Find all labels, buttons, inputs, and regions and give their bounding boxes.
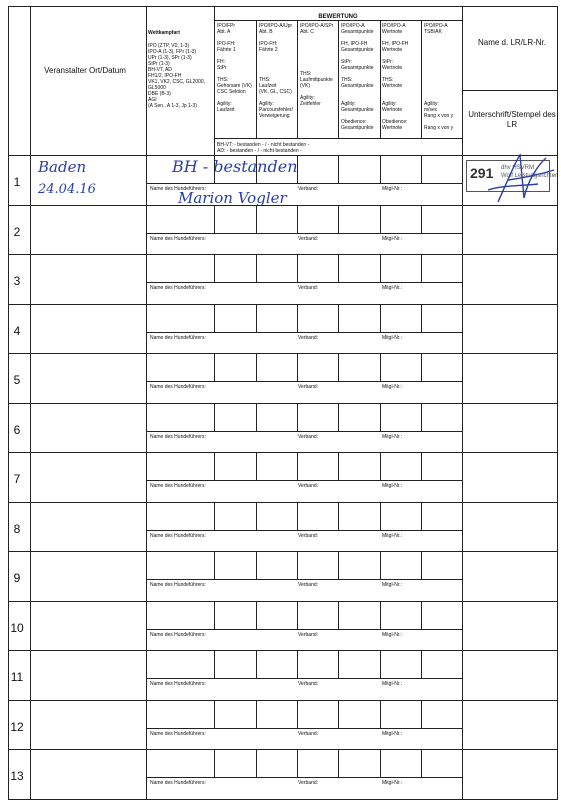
row-split-line — [146, 332, 462, 333]
cell-line — [256, 650, 257, 678]
cell-line — [380, 650, 381, 678]
club-field[interactable] — [296, 778, 380, 799]
cell-line — [214, 502, 215, 530]
frame-right — [557, 6, 558, 800]
club-field[interactable] — [296, 580, 380, 601]
member-label: Mitgl-Nr.: — [382, 681, 402, 687]
row-split-line — [146, 480, 462, 481]
handler-field[interactable] — [146, 679, 296, 700]
bh-vt-note: BH-VT: - bestanden - / - nicht bestanden - AD: - bestanden - / - nicht bestanden - — [217, 142, 310, 154]
cell-line — [214, 205, 215, 233]
cell-line — [338, 601, 339, 629]
member-label: Mitgl-Nr.: — [382, 433, 402, 440]
cell-line — [421, 749, 422, 777]
cell-line — [214, 601, 215, 629]
club-field[interactable] — [296, 184, 380, 205]
cell-line — [338, 155, 339, 183]
rating-column-line — [256, 20, 257, 138]
row-number: 8 — [13, 521, 21, 536]
cell-line — [214, 304, 215, 332]
member-field[interactable] — [380, 679, 462, 700]
rating-column-4: IPO/IPO-A Gesamtpunkte FH, IPO-FH Gesamtpunkte StPr: Gesamtpunkte THS: Gesamtpunkte Agility: Gesamtpunkte Obedience: Gesamtpunkte — [341, 23, 374, 131]
row-line — [8, 799, 557, 800]
member-label: Mitgl-Nr.: — [382, 532, 402, 539]
handler-field[interactable] — [146, 630, 296, 651]
row-line — [8, 650, 557, 651]
rating-column-line — [380, 20, 381, 138]
header-bottom — [8, 155, 557, 156]
club-label: Verband: — [298, 730, 319, 737]
cell-line — [214, 403, 215, 431]
handler-label: Name des Hundeführers: — [150, 483, 206, 489]
cell-line — [214, 353, 215, 381]
member-field[interactable] — [380, 283, 462, 304]
club-label: Verband: — [298, 631, 319, 638]
rating-column-6: IPO/IPO-A TSB/AK Agility: m/sec Rang x von y Rang x von y — [424, 23, 454, 131]
club-label: Verband: — [298, 384, 319, 390]
club-label: Verband: — [298, 780, 319, 786]
rating-header-bottom — [214, 138, 462, 139]
member-label: Mitgl-Nr.: — [382, 285, 402, 291]
club-label: Verband: — [298, 235, 319, 242]
entry-handler-name: Marion Vogler — [178, 189, 287, 207]
row-split-line — [146, 629, 462, 630]
lr-sign-label: Unterschrift/Stempel des LR — [468, 110, 556, 129]
cell-line — [338, 700, 339, 728]
competition-title: Wettkampfart — [148, 30, 180, 36]
cell-line — [297, 254, 298, 282]
cell-line — [421, 304, 422, 332]
handler-label: Name des Hundeführers: — [150, 730, 206, 737]
rating-column-2: IPO/IPO-A/Upr Abt. B IPO-FH: Fährte 2 THS: Laufzeit (VK, GL, CSC) Agility: Parcoursfehler/ Verweigerung — [259, 23, 293, 119]
club-field[interactable] — [296, 531, 380, 552]
member-label: Mitgl-Nr.: — [382, 780, 402, 786]
cell-line — [380, 304, 381, 332]
row-line — [8, 254, 557, 255]
member-field[interactable] — [380, 630, 462, 651]
row-number: 13 — [10, 769, 24, 783]
cell-line — [214, 749, 215, 777]
club-field[interactable] — [296, 382, 380, 403]
cell-line — [421, 551, 422, 579]
cell-line — [214, 650, 215, 678]
club-field[interactable] — [296, 333, 380, 354]
handler-label: Name des Hundeführers: — [150, 532, 206, 539]
handler-label: Name des Hundeführers: — [150, 285, 206, 291]
rating-column-line — [297, 20, 298, 138]
row-line — [8, 205, 557, 206]
cell-line — [338, 254, 339, 282]
member-field[interactable] — [380, 333, 462, 354]
cell-line — [256, 304, 257, 332]
row-line — [8, 502, 557, 503]
member-label: Mitgl-Nr.: — [382, 384, 402, 390]
rating-title: BEWERTUNG — [318, 14, 358, 20]
member-label: Mitgl-Nr.: — [382, 235, 402, 242]
cell-line — [297, 601, 298, 629]
rating-column-5: IPO/IPO-A Wertnote FH, IPO-FH Wertnote StPr: Wertnote THS: Wertnote Agility: Wertnote Obedience: Wertnote — [382, 23, 409, 131]
row-line — [8, 304, 557, 305]
cell-line — [338, 502, 339, 530]
club-field[interactable] — [296, 481, 380, 502]
row-line — [8, 353, 557, 354]
row-line — [8, 551, 557, 552]
cell-line — [380, 749, 381, 777]
cell-line — [380, 254, 381, 282]
row-number: 5 — [13, 373, 21, 387]
member-field[interactable] — [380, 234, 462, 255]
member-field[interactable] — [380, 481, 462, 502]
handler-field[interactable] — [146, 184, 296, 205]
handler-field[interactable] — [146, 531, 296, 552]
cell-line — [297, 452, 298, 480]
club-field[interactable] — [296, 234, 380, 255]
cell-line — [380, 700, 381, 728]
handler-field[interactable] — [146, 729, 296, 750]
row-split-line — [146, 728, 462, 729]
row-split-line — [146, 233, 462, 234]
rating-column-line — [421, 20, 422, 138]
cell-line — [297, 353, 298, 381]
club-field[interactable] — [296, 283, 380, 304]
cell-line — [297, 205, 298, 233]
cell-line — [214, 452, 215, 480]
cell-line — [338, 452, 339, 480]
cell-line — [256, 452, 257, 480]
member-field[interactable] — [380, 432, 462, 453]
handler-label: Name des Hundeführers: — [150, 631, 206, 638]
handler-label: Name des Hundeführers: — [150, 334, 206, 341]
club-label: Verband: — [298, 532, 319, 539]
row-split-line — [146, 777, 462, 778]
handler-label: Name des Hundeführers: — [150, 433, 206, 440]
row-number: 4 — [13, 323, 21, 338]
row-split-line — [146, 678, 462, 679]
handler-field[interactable] — [146, 283, 296, 304]
cell-line — [297, 650, 298, 678]
cell-line — [214, 700, 215, 728]
club-label: Verband: — [298, 483, 319, 489]
entry-date: 24.04.16 — [38, 182, 96, 197]
cell-line — [338, 749, 339, 777]
cell-line — [380, 452, 381, 480]
cell-line — [380, 551, 381, 579]
member-label: Mitgl-Nr.: — [382, 186, 402, 192]
handler-label: Name des Hundeführers: — [150, 186, 206, 192]
handler-field[interactable] — [146, 778, 296, 799]
cell-line — [338, 650, 339, 678]
club-label: Verband: — [298, 334, 319, 341]
row-number: 1 — [13, 175, 21, 189]
handler-field[interactable] — [146, 432, 296, 453]
row-number: 12 — [10, 719, 24, 734]
rating-column-1: IPO/FPr Abt. A IPO-FH: Fährte 1 FH: StPr THS: Gehorsam (VK) CSC Sektion Agility: Laufzeit — [217, 23, 252, 113]
cell-line — [421, 700, 422, 728]
handler-field[interactable] — [146, 333, 296, 354]
row-split-line — [146, 431, 462, 432]
cell-line — [256, 551, 257, 579]
cell-line — [214, 155, 215, 183]
cell-line — [421, 502, 422, 530]
cell-line — [338, 551, 339, 579]
cell-line — [421, 452, 422, 480]
member-field[interactable] — [380, 531, 462, 552]
frame-top — [8, 6, 557, 7]
member-field[interactable] — [380, 580, 462, 601]
cell-line — [421, 650, 422, 678]
cell-line — [297, 304, 298, 332]
cell-line — [380, 502, 381, 530]
organizer-label: Veranstalter Ort/Datum — [44, 66, 126, 75]
competition-types: IPO (ZTP, V0, 1-3) IPO-A (1-3), FPr (1-3) UPr (1-3), SPr (1-3) StPr (1-3) BH-VT, AD FH1/2, IPO-FH VK1, VK2, CSC, GL2000, GL5000 DBE (B-3) AGI (A Sen., A 1-3, Jp 1-3) — [148, 43, 205, 109]
cell-line — [297, 700, 298, 728]
rating-left-line — [214, 6, 215, 155]
rating-column-line — [338, 20, 339, 138]
club-label: Verband: — [298, 186, 319, 192]
club-field[interactable] — [296, 679, 380, 700]
row-split-line — [146, 183, 462, 184]
handler-label: Name des Hundeführers: — [150, 780, 206, 786]
cell-line — [421, 155, 422, 183]
lr-name-label: Name d. LR/LR-Nr. — [477, 38, 547, 47]
cell-line — [256, 205, 257, 233]
cell-line — [297, 551, 298, 579]
cell-line — [297, 403, 298, 431]
cell-line — [256, 502, 257, 530]
handler-field[interactable] — [146, 580, 296, 601]
member-label: Mitgl-Nr.: — [382, 582, 402, 588]
member-field[interactable] — [380, 729, 462, 750]
cell-line — [380, 601, 381, 629]
entry-place: Baden — [38, 158, 87, 176]
member-label: Mitgl-Nr.: — [382, 730, 402, 737]
handler-field[interactable] — [146, 234, 296, 255]
row-number: 6 — [13, 422, 21, 437]
member-field[interactable] — [380, 184, 462, 205]
member-label: Mitgl-Nr.: — [382, 483, 402, 489]
member-field[interactable] — [380, 382, 462, 403]
row-number: 11 — [10, 670, 24, 684]
cell-line — [380, 205, 381, 233]
row-split-line — [146, 282, 462, 283]
row-split-line — [146, 579, 462, 580]
cell-line — [256, 155, 257, 183]
cell-line — [214, 551, 215, 579]
row-line — [8, 403, 557, 404]
row-number: 10 — [10, 620, 24, 635]
cell-line — [338, 304, 339, 332]
handler-label: Name des Hundeführers: — [150, 235, 206, 242]
cell-line — [338, 403, 339, 431]
club-label: Verband: — [298, 582, 319, 588]
club-label: Verband: — [298, 681, 319, 687]
cell-line — [421, 353, 422, 381]
row-number: 7 — [13, 472, 21, 486]
cell-line — [256, 700, 257, 728]
cell-line — [256, 353, 257, 381]
row-number: 9 — [13, 571, 21, 585]
cell-line — [380, 403, 381, 431]
cell-line — [421, 601, 422, 629]
judge-signature — [468, 150, 558, 210]
row-number: 3 — [13, 274, 21, 288]
stamp-text: dhv HSVRM Wolf Leistungsrichter — [501, 165, 557, 179]
handler-label: Name des Hundeführers: — [150, 582, 206, 588]
row-number: 2 — [13, 224, 21, 239]
handler-field[interactable] — [146, 382, 296, 403]
cell-line — [338, 353, 339, 381]
club-field[interactable] — [296, 432, 380, 453]
rating-column-3: IPO/IPO-A/SPr Abt. C THS: Laufmittpunkte (VK) Agility: Zeitfehler — [300, 23, 334, 107]
club-label: Verband: — [298, 433, 319, 440]
member-label: Mitgl-Nr.: — [382, 631, 402, 638]
handler-label: Name des Hundeführers: — [150, 681, 206, 687]
cell-line — [297, 155, 298, 183]
cell-line — [380, 353, 381, 381]
club-field[interactable] — [296, 729, 380, 750]
cell-line — [338, 205, 339, 233]
cell-line — [421, 403, 422, 431]
cell-line — [214, 254, 215, 282]
cell-line — [297, 502, 298, 530]
member-field[interactable] — [380, 778, 462, 799]
cell-line — [380, 155, 381, 183]
cell-line — [421, 254, 422, 282]
cell-line — [256, 601, 257, 629]
row-split-line — [146, 381, 462, 382]
cell-line — [256, 254, 257, 282]
row-line — [8, 452, 557, 453]
handler-field[interactable] — [146, 481, 296, 502]
handler-label: Name des Hundeführers: — [150, 384, 206, 390]
row-line — [8, 749, 557, 750]
cell-line — [421, 205, 422, 233]
row-line — [8, 700, 557, 701]
cell-line — [297, 749, 298, 777]
entry-result: BH - bestanden — [172, 157, 298, 176]
club-field[interactable] — [296, 630, 380, 651]
club-label: Verband: — [298, 285, 319, 291]
row-line — [8, 601, 557, 602]
cell-line — [256, 749, 257, 777]
cell-line — [256, 403, 257, 431]
member-label: Mitgl-Nr.: — [382, 334, 402, 341]
lr-header-split — [462, 90, 557, 91]
row-split-line — [146, 530, 462, 531]
stamp-number: 291 — [470, 165, 494, 181]
